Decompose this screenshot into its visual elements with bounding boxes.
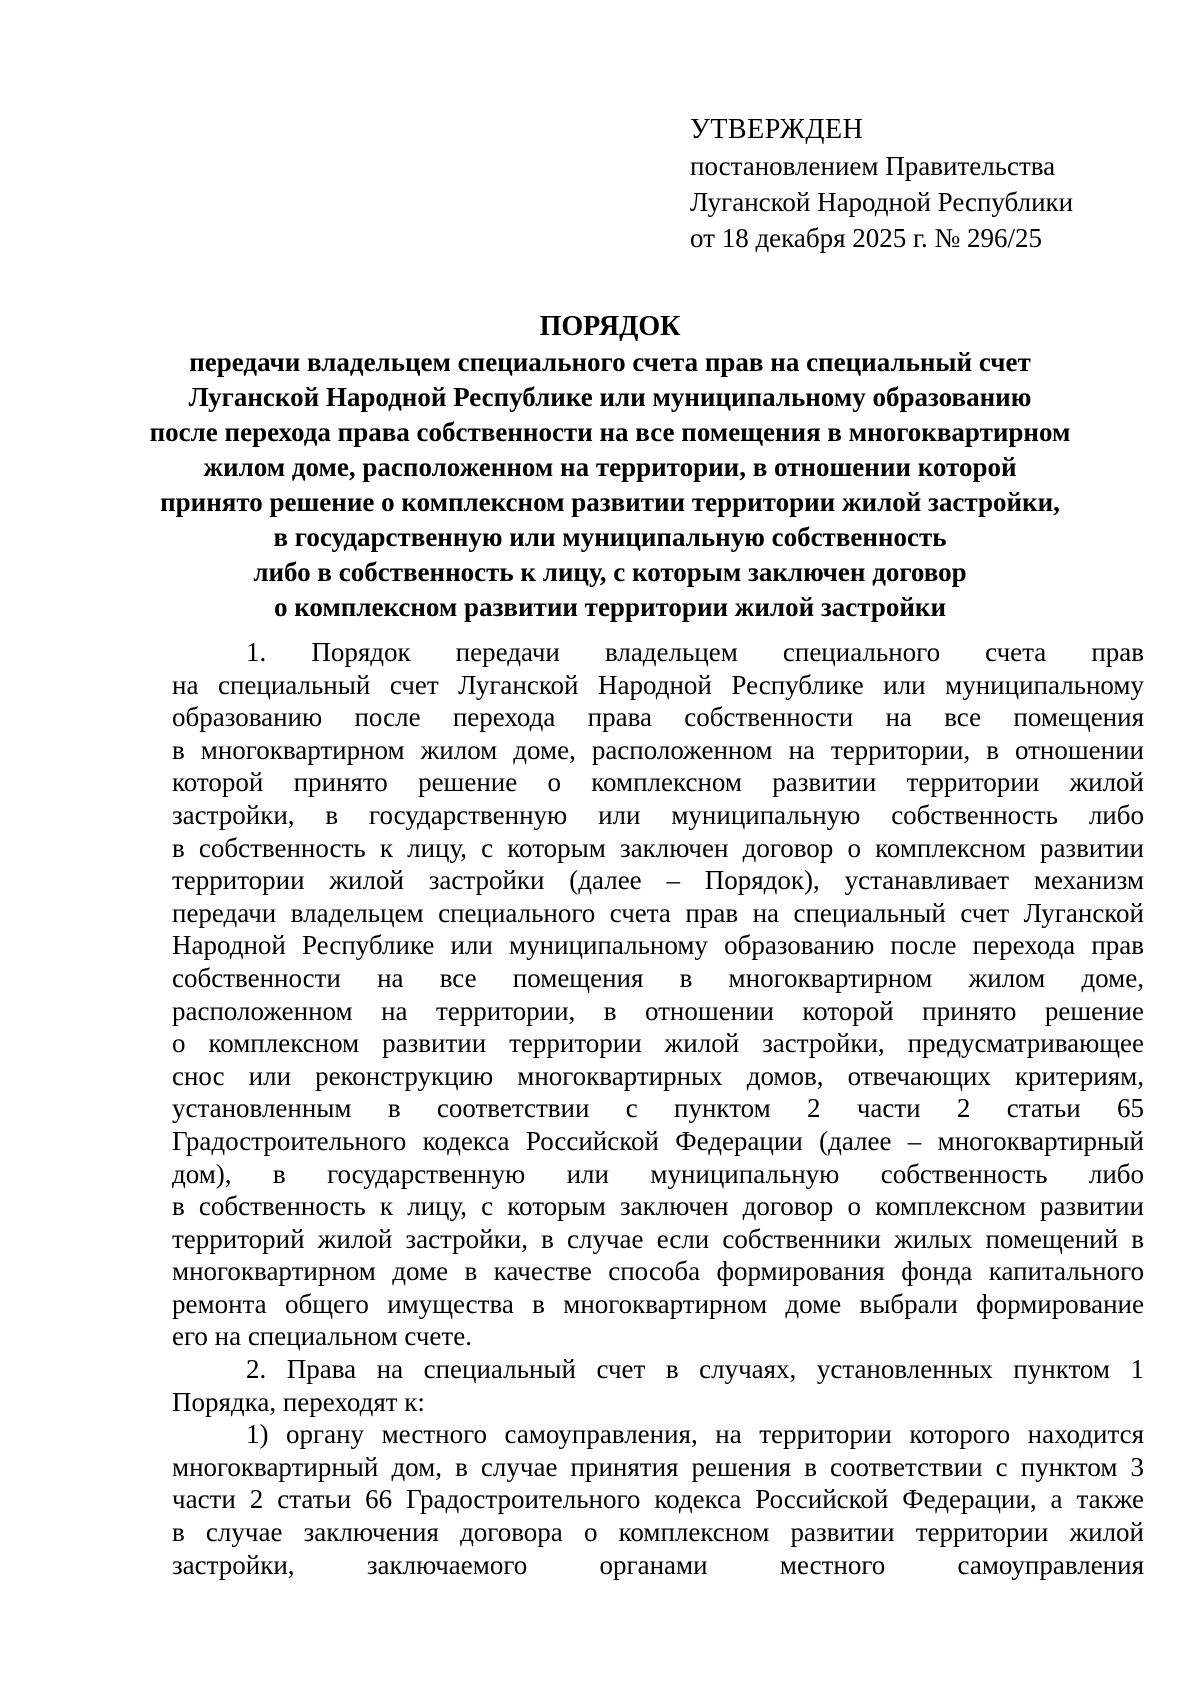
- paragraph-line: в собственность к лицу, с которым заключен договор о комплексном развитии: [172, 832, 1144, 863]
- paragraph-line: образованию после перехода права собственности на все помещения: [172, 702, 1144, 733]
- paragraph-line: собственности на все помещения в многоквартирном жилом доме,: [172, 962, 1144, 993]
- paragraph-line: на специальный счет Луганской Народной Республике или муниципальному: [172, 669, 1144, 700]
- paragraph-2-subitem-1: [172, 1418, 1144, 1581]
- paragraph-line: в случае заключения договора о комплексном развитии территории жилой: [172, 1517, 1144, 1548]
- paragraph-line: о комплексном развитии территории жилой застройки, предусматривающее: [172, 1028, 1144, 1059]
- approval-line-1: постановлением Правительства: [690, 151, 1056, 181]
- paragraph-line: Порядка, переходят к:: [172, 1386, 425, 1417]
- document-subtitle-line: жилом доме, расположенном на территории, в отношении которой: [203, 452, 1017, 482]
- document-subtitle-line: либо в собственность к лицу, с которым заключен договор: [253, 557, 967, 587]
- approval-line-2: Луганской Народной Республики: [690, 187, 1074, 217]
- paragraph-line: застройки, в государственную или муниципальную собственность либо: [172, 799, 1144, 830]
- paragraph-line: Народной Республике или муниципальному образованию после перехода прав: [172, 930, 1144, 961]
- paragraph-line: территорий жилой застройки, в случае если собственники жилых помещений в: [172, 1223, 1144, 1254]
- paragraph-line: многоквартирный дом, в случае принятия решения в соответствии с пунктом 3: [172, 1451, 1144, 1482]
- paragraph-1: [172, 636, 1144, 1353]
- paragraph-line: ремонта общего имущества в многоквартирном доме выбрали формирование: [172, 1288, 1144, 1319]
- paragraph-line: дом), в государственную или муниципальную собственность либо: [172, 1158, 1144, 1189]
- approval-title: УТВЕРЖДЕН: [690, 114, 864, 145]
- document-subtitle-line: после перехода права собственности на все помещения в многоквартирном: [149, 417, 1071, 447]
- paragraph-line: его на специальном счете.: [172, 1321, 472, 1352]
- document-heading: [140, 309, 1080, 625]
- paragraph-line: установленным в соответствии с пунктом 2 части 2 статьи 65: [172, 1093, 1144, 1124]
- document-subtitle-line: Луганской Народной Республике или муниципальному образованию: [188, 382, 1032, 412]
- paragraph-line: снос или реконструкцию многоквартирных домов, отвечающих критериям,: [172, 1060, 1144, 1091]
- paragraph-line: расположенном на территории, в отношении которой принято решение: [172, 995, 1144, 1026]
- paragraph-line: территории жилой застройки (далее – Порядок), устанавливает механизм: [172, 865, 1144, 896]
- document-body: [172, 636, 1144, 1581]
- paragraph-line: передачи владельцем специального счета прав на специальный счет Луганской: [172, 897, 1144, 928]
- paragraph-line: 1) органу местного самоуправления, на территории которого находится: [246, 1419, 1144, 1450]
- paragraph-line: 2. Права на специальный счет в случаях, установленных пунктом 1: [246, 1354, 1144, 1385]
- paragraph-line: многоквартирном доме в качестве способа формирования фонда капитального: [172, 1256, 1144, 1287]
- paragraph-line: в собственность к лицу, с которым заключен договор о комплексном развитии: [172, 1191, 1144, 1222]
- paragraph-line: в многоквартирном жилом доме, расположенном на территории, в отношении: [172, 734, 1144, 765]
- document-subtitle-line: принято решение о комплексном развитии территории жилой застройки,: [160, 487, 1060, 517]
- document-subtitle-line: в государственную или муниципальную собственность: [273, 522, 947, 552]
- document-title: ПОРЯДОК: [539, 311, 681, 342]
- approval-date-number: от 18 декабря 2025 г. № 296/25: [690, 223, 1043, 253]
- document-subtitle-line: передачи владельцем специального счета прав на специальный счет: [189, 347, 1031, 377]
- paragraph-line: застройки, заключаемого органами местного самоуправления: [172, 1549, 1144, 1580]
- paragraph-2: [172, 1353, 1144, 1418]
- paragraph-line: Градостроительного кодекса Российской Федерации (далее – многоквартирный: [172, 1125, 1144, 1156]
- paragraph-line: части 2 статьи 66 Градостроительного кодекса Российской Федерации, а также: [172, 1484, 1144, 1515]
- document-subtitle-line: о комплексном развитии территории жилой застройки: [273, 592, 947, 622]
- paragraph-line: которой принято решение о комплексном развитии территории жилой: [172, 767, 1144, 798]
- paragraph-line: 1. Порядок передачи владельцем специального счета прав: [246, 637, 1144, 667]
- approval-stamp: [690, 112, 1160, 256]
